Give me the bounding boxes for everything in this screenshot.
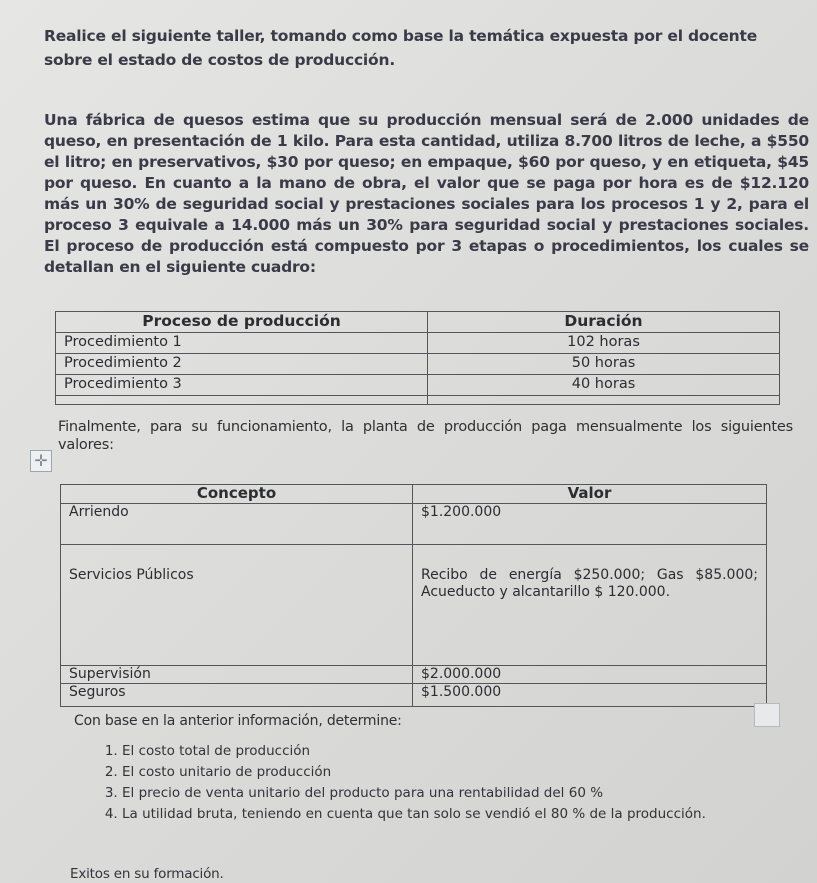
final-paragraph: Finalmente, para su funcionamiento, la planta de producción paga mensualmente los siguientes valores: [58,419,793,453]
table-row [56,375,780,396]
costs-table [60,484,767,707]
process-name: Procedimiento 2 [56,354,428,375]
list-item: 2. El costo unitario de producción [122,763,802,781]
process-duration: 40 horas [428,375,780,396]
cost-concept: Servicios Públicos [61,545,413,666]
cost-concept: Seguros [61,684,413,707]
questions-list [92,742,802,826]
list-item: 3. El precio de venta unitario del producto para una rentabilidad del 60 % [122,784,802,802]
intro-paragraph: Realice el siguiente taller, tomando como base la temática expuesta por el docente sobre el estado de costos de producción. [44,27,758,69]
move-handle-icon[interactable]: ✛ [30,450,52,472]
cost-value: $1.500.000 [413,684,767,707]
cost-concept: Supervisión [61,666,413,684]
table-row [61,545,767,666]
table-header-row [61,485,767,504]
table-header-duration: Duración [428,312,780,333]
table-header-concept: Concepto [61,485,413,504]
table-row [61,684,767,707]
process-table [55,311,780,405]
table-header-row [56,312,780,333]
list-item: 1. El costo total de producción [122,742,802,760]
table-row [56,354,780,375]
process-duration: 50 horas [428,354,780,375]
cost-value: Recibo de energía $250.000; Gas $85.000; Acueducto y alcantarillo $ 120.000. [413,545,767,666]
table-row-empty [56,396,780,405]
checkbox-square[interactable] [754,703,780,727]
process-name: Procedimiento 3 [56,375,428,396]
cost-value: $2.000.000 [413,666,767,684]
cost-concept: Arriendo [61,504,413,545]
footer-text: Exitos en su formación. [70,866,224,882]
table-header-value: Valor [413,485,767,504]
process-duration: 102 horas [428,333,780,354]
cost-value: $1.200.000 [413,504,767,545]
questions-prompt: Con base en la anterior información, determine: [74,713,402,729]
table-row [56,333,780,354]
table-header-process: Proceso de producción [56,312,428,333]
table-row [61,504,767,545]
process-name: Procedimiento 1 [56,333,428,354]
problem-statement: Una fábrica de quesos estima que su producción mensual será de 2.000 unidades de queso, en presentación de 1 kilo. Para esta cantidad, utiliza 8.700 litros de leche, a $550 el litro; en preservativos, $30 por queso; en empaque, $60 por queso, y en etiqueta, $45 por queso. En cuanto a la mano de obra, el valor que se paga por hora es de $12.120 más un 30% de seguridad social y prestaciones sociales para los procesos 1 y 2, para el proceso 3 equivale a 14.000 más un 30% para seguridad social y prestaciones sociales. El proceso de producción está compuesto por 3 etapas o procedimientos, los cuales se detallan en el siguiente cuadro: [44,111,809,276]
table-row [61,666,767,684]
list-item: 4. La utilidad bruta, teniendo en cuenta que tan solo se vendió el 80 % de la producción. [122,805,802,823]
